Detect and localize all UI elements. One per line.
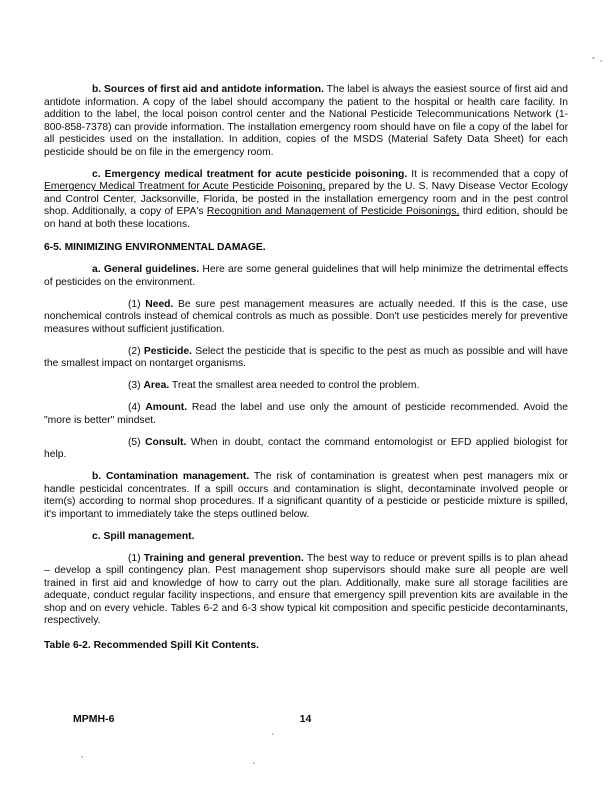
guideline-item-consult xyxy=(44,437,568,462)
item-body: The best way to reduce or prevent spills is to plan ahead – develop a spill contingency plan. Pest management shop supervisors should make sure all people are well trained in first aid and knowledge of how to carry out the plan. Additionally, make sure all storage facilities are adequate, conduct regular facility inspections, and ensure that emergency spill prevention kits are available in the shop and on every vehicle. Tables 6-2 and 6-3 show typical kit composition and specific pesticide decontaminants, respectively. xyxy=(44,552,568,626)
scan-speck xyxy=(253,762,255,764)
scan-speck xyxy=(600,60,602,62)
guideline-item-area xyxy=(44,380,568,393)
item-term: Pesticide. xyxy=(143,345,192,357)
page-number: 14 xyxy=(299,713,312,725)
page-content xyxy=(44,84,568,652)
guideline-item-amount xyxy=(44,402,568,427)
paragraph-lead: c. Spill management. xyxy=(92,530,195,542)
paragraph-lead: b. Sources of first aid and antidote information. xyxy=(92,84,324,95)
paragraph-body: third edition, should be on hand at both these locations. xyxy=(44,206,569,230)
scan-speck xyxy=(81,756,83,758)
page-footer xyxy=(0,712,611,726)
table-caption: Table 6-2. Recommended Spill Kit Contents. xyxy=(44,639,259,651)
paragraph-body: Here are some general guidelines that will help minimize the detrimental effects of pesticides on the environment. xyxy=(44,264,568,288)
item-term: Training and general prevention. xyxy=(143,552,304,564)
item-number: (2) xyxy=(128,345,141,357)
item-term: Consult. xyxy=(145,436,187,448)
item-number: (5) xyxy=(128,436,141,448)
guideline-item-need xyxy=(44,299,568,337)
paragraph-body: The risk of contamination is greatest when pest managers mix or handle pesticidal concentrates. If a spill occurs and contamination is slight, decontaminate involved people or item(s) according to normal shop procedures. If a significant quantity of a pesticide or pesticide mixture is spilled, it's important to immediately take the steps outlined below. xyxy=(44,471,568,520)
paragraph-lead: c. Emergency medical treatment for acute pesticide poisoning. xyxy=(92,168,408,180)
scan-speck xyxy=(592,57,595,59)
item-number: (3) xyxy=(128,380,141,391)
paragraph-lead: b. Contamination management. xyxy=(92,471,250,482)
paragraph-body: It is recommended that a copy of xyxy=(411,168,568,180)
paragraph-sources-first-aid xyxy=(44,84,568,159)
item-body: When in doubt, contact the command entomologist or EFD applied biologist for help. xyxy=(44,436,568,460)
section-heading: 6-5. MINIMIZING ENVIRONMENTAL DAMAGE. xyxy=(44,242,266,253)
paragraph-general-guidelines xyxy=(44,264,568,289)
publication-title: Recognition and Management of Pesticide Poisonings, xyxy=(206,206,460,217)
spill-item-training xyxy=(44,553,568,628)
scan-speck xyxy=(272,733,274,735)
item-term: Amount. xyxy=(145,402,188,413)
item-body: Read the label and use only the amount of pesticide recommended. Avoid the "more is better" mindset. xyxy=(44,402,568,426)
item-number: (1) xyxy=(128,552,141,564)
document-id: MPMH-6 xyxy=(73,713,115,725)
item-term: Need. xyxy=(145,298,174,310)
paragraph-contamination-management xyxy=(44,471,568,521)
item-body: Treat the smallest area needed to control the problem. xyxy=(171,380,420,391)
item-body: Select the pesticide that is specific to the pest as much as possible and will have the smallest impact on nontarget organisms. xyxy=(44,345,568,369)
paragraph-lead: a. General guidelines. xyxy=(92,264,200,275)
paragraph-emergency-treatment xyxy=(44,169,568,232)
item-number: (1) xyxy=(128,298,141,310)
paragraph-spill-management xyxy=(44,531,568,544)
item-body: Be sure pest management measures are actually needed. If this is the case, use nonchemical controls instead of chemical controls as much as possible. Don't use pesticides merely for preventive measures without sufficient justification. xyxy=(44,298,568,335)
item-number: (4) xyxy=(128,402,141,413)
publication-title: Emergency Medical Treatment for Acute Pesticide Poisoning, xyxy=(44,181,326,192)
guideline-item-pesticide xyxy=(44,346,568,371)
item-term: Area. xyxy=(143,380,170,391)
paragraph-body: prepared by the U. S. Navy Disease Vector Ecology and Control Center, Jacksonville, Florida, be posted in the installation emergency room and in the pest control shop. Additionally, a copy of EPA's xyxy=(44,181,568,217)
paragraph-body: The label is always the easiest source of first aid and antidote information. A copy of the label should accompany the patient to the hospital or health care facility. In addition to the label, the local poison control center and the National Pesticide Telecommunications Network (1-800-858-7378) can provide information. The installation emergency room should have on file a copy of the label for all pesticides used on the installation. In addition, copies of the MSDS (Material Safety Data Sheet) for each pesticide should be on file in the emergency room. xyxy=(44,84,568,158)
